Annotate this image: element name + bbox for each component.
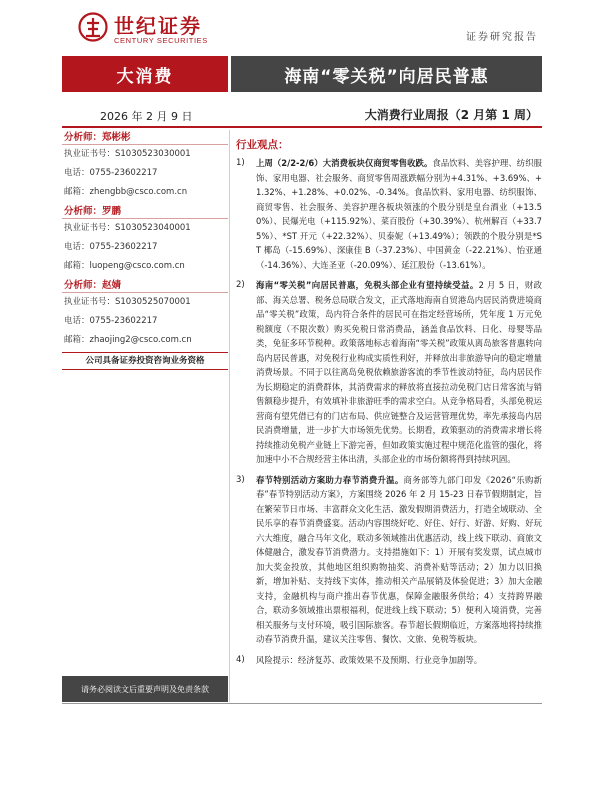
point-text: 风险提示：经济复苏、政策效果不及预期、行业竞争加剧等。: [256, 654, 483, 665]
disclaimer-box: 请务必阅读文后重要声明及免责条款: [62, 676, 228, 702]
analyst-cert: 执业证书号：S1030523040001: [64, 223, 191, 233]
analyst-panel: [62, 130, 228, 370]
point-text: 食品饮料、美容护理、纺织服饰、家用电器、社会服务、商贸零售周涨跌幅分别为+4.31%、+3.69%、+1.32%、+1.28%、+0.02%、-0.34%。食品饮料、家用电器、纺织服饰、商贸零售、社会服务、美容护理各板块领涨的个股分别是皇台酒业（+13.50%）、民爆光电（+115.92%）、菜百股份（+30.39%）、杭州解百（+33.75%）、*ST 开元（+22.32%）、贝泰妮（+13.49%）；领跌的个股分别是*ST 椰岛（-15.69%）、深康佳 B（-37.23%）、中国黄金（-22.21%）、怡亚通（-14.36%）、大连圣亚（-20.09%）、延江股份（-13.61%）。: [256, 158, 543, 270]
view-point: [236, 653, 542, 668]
analyst-phone: 电话：0755-23602217: [64, 316, 158, 326]
point-heading: 春节特别活动方案助力春节消费升温。: [256, 474, 404, 485]
analyst-name: 分析师：郑彬彬: [62, 130, 228, 145]
report-series: 大消费行业周报（2 月第 1 周）: [364, 108, 538, 122]
analyst-email: 邮箱：zhaojing2@csco.com.cn: [64, 335, 192, 345]
company-logo: [78, 10, 228, 50]
point-body: [256, 473, 542, 647]
point-number: 1): [236, 158, 245, 168]
analyst-name: 分析师：罗鹏: [62, 204, 228, 219]
industry-views: [236, 137, 542, 673]
point-text: 2 月 5 日，财政部、海关总署、税务总局联合发文，正式落地海南自贸港岛内居民消费进境商品“零关税”政策，岛内符合条件的居民可在指定经营场所，凭年度 1 万元免税额度（不限次数）购买免税日常消费品，涵盖食品饮料、日化、母婴等品类，免征多环节税种。政策落地标志着海南“零关税”政策从离岛旅客普惠转向岛内居民普惠，对免税行业构成实质性利好，并释放出非旅游导向的稳定增量消费场景。不同于以往离岛免税依赖旅游客流的季节性波动特征，岛内居民作为长期稳定的消费群体，其消费需求的释放将直接拉动免税门店日常客流与销售额稳步提升，有效填补非旅游旺季的需求空白。从竞争格局看，头部免税运营商有望凭借已有的门店布局、供应链整合及运营管理优势，率先承接岛内居民消费增量，进一步扩大市场领先优势。长期看，政策驱动的消费需求增长将持续推动免税产业链上下游完善，但如政策实施过程中规范化监管的强化，将加速中小不合规经营主体出清，头部企业的市场份额将得到持续巩固。: [256, 280, 542, 464]
section-title: 行业观点：: [236, 139, 289, 151]
analyst-block: [62, 130, 228, 202]
point-heading: 上周（2/2-2/6）大消费板块仅商贸零售收跌。: [256, 158, 433, 168]
point-body: [256, 653, 542, 668]
point-number: 4): [236, 654, 245, 665]
analyst-block: [62, 278, 228, 350]
analyst-email: 邮箱：zhengbb@csco.com.cn: [64, 187, 188, 197]
analyst-block: [62, 204, 228, 276]
brand-name-cn: 世纪证券: [114, 14, 202, 38]
point-body: [256, 278, 542, 467]
sector-banner: 大消费: [62, 56, 228, 92]
analyst-phone: 电话：0755-23602217: [64, 168, 158, 178]
point-text: 商务部等九部门印发《2026“乐购新春”春节特别活动方案》，方案围绕 2026 年 2 月 15-23 日春节假期制定，旨在繁荣节日市场、丰富群众文化生活、激发假期消费活力，打造全域联动、全民乐享的春节消费盛宴。活动内容围绕好吃、好住、好行、好游、好购、好玩六大维度，融合马年文化，联动多领域推出优惠活动，线上线下联动、商旅文体健融合，激发春节消费潜力。支持措施如下：1）开展有奖发票，试点城市加大奖金投放，其他地区组织购物抽奖、消费补贴等活动；2）加力以旧换新，增加补贴、支持线下实体，推动相关产品展销及体验促进；3）加大金融支持，金融机构与商户推出春节优惠，保障金融服务供给；4）支持跨界融合，联动多领域推出票根福利，促进线上线下联动；5）便利入境消费，完善相关服务与支付环境，吸引国际旅客。春节超长假期临近，方案落地将持续推动春节消费升温，建议关注零售、餐饮、文旅、免税等板块。: [256, 474, 542, 644]
header-divider: [62, 126, 542, 128]
report-type-label: 证券研究报告: [466, 32, 538, 43]
footer-divider: [62, 703, 542, 704]
point-number: 2): [236, 280, 245, 290]
point-number: 3): [236, 474, 245, 485]
qualification-note: 公司具备证券投资咨询业务资格: [62, 352, 228, 370]
report-date: 2026 年 2 月 9 日: [100, 110, 193, 123]
analyst-cert: 执业证书号：S1030523030001: [64, 149, 191, 159]
point-body: [256, 156, 542, 272]
analyst-cert: 执业证书号：S1030525070001: [64, 297, 191, 307]
analyst-email: 邮箱：luopeng@csco.com.cn: [64, 261, 185, 271]
view-point: [236, 156, 542, 272]
column-divider: [229, 130, 230, 702]
view-point: [236, 473, 542, 647]
report-title-banner: 海南“零关税”向居民普惠: [231, 56, 542, 92]
analyst-name: 分析师：赵婧: [62, 278, 228, 293]
analyst-phone: 电话：0755-23602217: [64, 242, 158, 252]
view-point: [236, 278, 542, 467]
point-heading: 海南“零关税”向居民普惠，免税头部企业有望持续受益。: [256, 280, 479, 290]
century-securities-logo-icon: [78, 12, 108, 42]
brand-name-en: CENTURY SECURITIES: [114, 36, 208, 45]
